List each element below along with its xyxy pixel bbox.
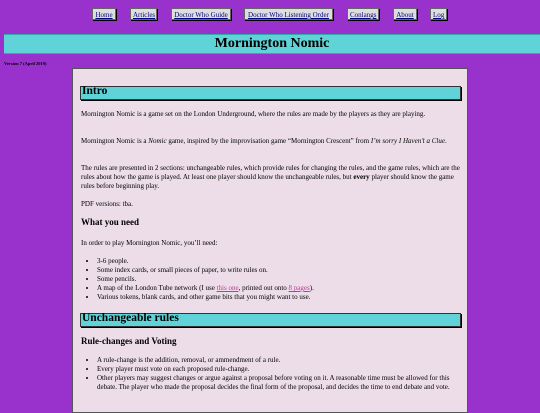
map-text-b: , printed out onto <box>238 284 289 292</box>
list-item: • Various tokens, blank cards, and other game bits that you might want to use. <box>97 293 461 302</box>
need-intro: In order to play Mornington Nomic, you’ll need: <box>81 239 218 247</box>
intro-p3-text-a: The rules are presented in 2 sections: unchangeable rules, which provide rules for changing the rules, and the game rules, which are the rules about how the game is played. At least one player should know the unchangeable rules, but <box>81 164 460 181</box>
intro-p2-text-b: game, inspired by the improvisation game “Mornington Crescent” from <box>166 137 371 145</box>
nav-articles[interactable]: Articles <box>130 8 157 20</box>
main-content <box>72 68 468 413</box>
nav-doctor-who-listening-order[interactable]: Doctor Who Listening Order <box>244 8 333 20</box>
title-band <box>4 34 540 54</box>
intro-p2-nomic: Nomic <box>148 137 167 145</box>
intro-heading-box <box>80 86 461 100</box>
list-item: • Some pencils. <box>97 275 461 284</box>
need-list <box>81 257 461 302</box>
unchangeable-heading-box <box>80 313 461 327</box>
nav-doctor-who-guide[interactable]: Doctor Who Guide <box>171 8 231 20</box>
unchangeable-heading: Unchangeable rules <box>82 312 179 324</box>
rule-changes-heading: Rule-changes and Voting <box>81 336 177 346</box>
list-item: • A rule-change is the addition, removal, or ammendment of a rule. <box>97 356 461 365</box>
nav-home[interactable]: Home <box>92 8 116 20</box>
intro-p3-text-c: player should know the game rules before beginning play. <box>81 173 454 190</box>
nav-conlangs[interactable]: Conlangs <box>347 8 379 20</box>
map-text-a: A map of the London Tube network (I use <box>97 284 217 292</box>
pdf-versions: PDF versions: tba. <box>81 200 133 208</box>
intro-p2-text-c: . <box>444 137 447 145</box>
nav-about[interactable]: About <box>393 8 417 20</box>
map-text-c: ). <box>309 284 314 292</box>
page-title: Mornington Nomic <box>214 36 330 51</box>
this-one-link[interactable]: this one <box>216 284 239 292</box>
intro-p2-show-title: I’m sorry I Haven’t a Clue <box>370 137 445 145</box>
list-item: • Other players may suggest changes or argue against a proposal before voting on it. A reasonable time must be allowed for this debate. The player who made the proposal decides the final form of the proposal, and decides the time to end debate and vote. <box>97 374 461 392</box>
top-nav <box>0 8 540 22</box>
intro-p3-every: every <box>353 173 370 181</box>
intro-heading: Intro <box>82 85 108 97</box>
intro-paragraph-1: Mornington Nomic is a game set on the London Underground, where the rules are made by the players as they are playing. <box>81 110 426 118</box>
list-item: • Every player must vote on each proposed rule-change. <box>97 365 461 374</box>
unchangeable-list <box>81 356 461 392</box>
what-you-need-heading: What you need <box>81 217 140 227</box>
list-item <box>97 284 461 293</box>
version-label: Version 7 (April 2019) <box>4 61 47 66</box>
intro-paragraph-3 <box>81 164 461 191</box>
list-item: • Some index cards, or small pieces of paper, to write rules on. <box>97 266 461 275</box>
list-item: • 3-6 people. <box>97 257 461 266</box>
8-pages-link[interactable]: 8 pages <box>288 284 310 292</box>
nav-log[interactable]: Log <box>430 8 447 20</box>
intro-paragraph-2 <box>81 137 461 146</box>
intro-p2-text-a: Mornington Nomic is a <box>81 137 149 145</box>
